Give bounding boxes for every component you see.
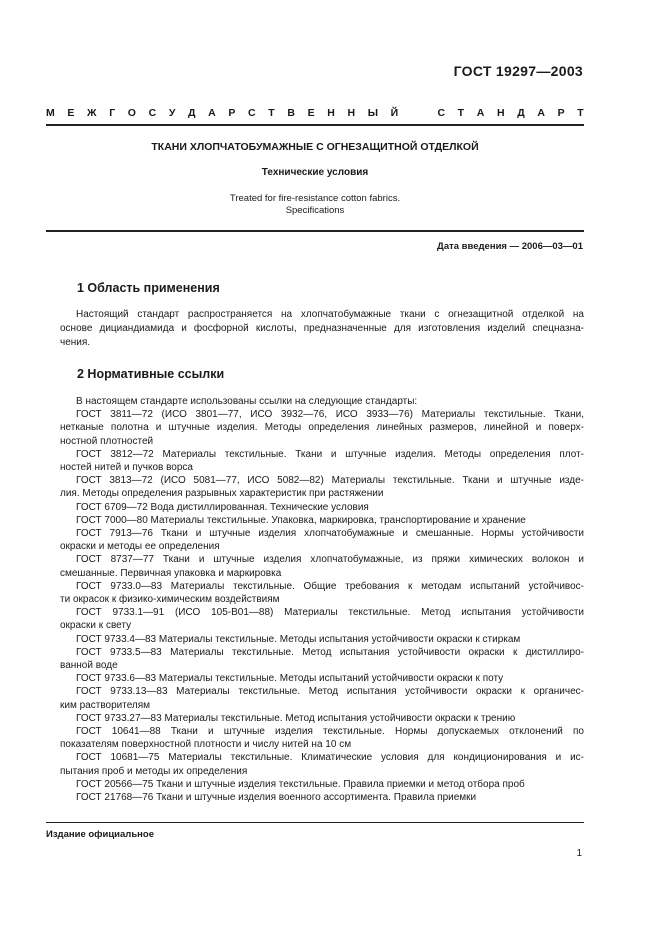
reference-line: нетканые полотна и штучные изделия. Методы определения линейных размеров, линейной и поверх- (60, 422, 584, 434)
reference-line: ГОСТ 21768—76 Ткани и штучные изделия военного ассортимента. Правила приемки (76, 792, 477, 804)
reference-line: ГОСТ 10681—75 Материалы текстильные. Климатические условия для кондиционирования и ис- (76, 752, 584, 764)
banner-letter: Н (496, 107, 505, 119)
banner-letter: С (248, 107, 256, 119)
reference-item (60, 553, 584, 579)
reference-item (60, 474, 584, 500)
reference-line: ностей нитей и пучков ворса (60, 462, 193, 474)
banner-letter: С (148, 107, 157, 119)
reference-line: окраски к свету (60, 620, 132, 632)
banner-letter: Е (307, 107, 315, 119)
reference-line: ГОСТ 7913—76 Ткани и штучные изделия хлопчатобумажные и смешанные. Нормы устойчивости (76, 528, 584, 540)
reference-item (60, 633, 584, 646)
banner-letter: Т (457, 107, 465, 119)
reference-item (60, 527, 584, 553)
reference-item (60, 712, 584, 725)
reference-item (60, 580, 584, 606)
reference-line: ГОСТ 9733.13—83 Материалы текстильные. Метод испытания устойчивости окраски к органичес- (76, 686, 584, 698)
banner-letter: Г (109, 107, 116, 119)
section-1-heading: 1 Область применения (77, 281, 220, 295)
paragraph-line: чения. (60, 337, 91, 348)
banner-letter: В (287, 107, 295, 119)
reference-line: ГОСТ 10641—88 Ткани и штучные изделия текстильные. Нормы допускаемых отклонений по (76, 726, 584, 738)
reference-line: В настоящем стандарте использованы ссылки на следующие стандарты: (76, 396, 418, 407)
reference-line: лия. Методы определения разрывных характеристик при растяжении (60, 488, 384, 500)
page-number: 1 (576, 848, 582, 859)
banner-letter: Д (517, 107, 525, 119)
reference-line: пытания проб и методы их определения (60, 765, 248, 777)
reference-item (60, 606, 584, 632)
banner-letter: Р (228, 107, 236, 119)
reference-line: ти окрасок к физико-химическим воздействиям (60, 594, 280, 606)
official-edition-label: Издание официальное (46, 829, 154, 840)
reference-item (60, 672, 584, 685)
banner-letter: О (127, 107, 136, 119)
banner-letter: Ж (87, 107, 97, 119)
reference-item (60, 395, 584, 408)
reference-item (60, 646, 584, 672)
reference-line: смешанные. Первичная упаковка и маркировка (60, 567, 282, 579)
reference-line: ностной плотностей (60, 435, 154, 447)
banner-letter: М (46, 107, 55, 119)
paragraph-line: основе дициандиамида и фосфорной кислоты, предназначенные для изготовления изделий спецназна- (60, 323, 584, 334)
reference-line: ГОСТ 9733.5—83 Материалы текстильные. Метод испытания устойчивости окраски к дистиллиро- (76, 646, 584, 658)
reference-item (60, 751, 584, 777)
reference-item (60, 791, 584, 804)
reference-item (60, 685, 584, 711)
banner-letter: У (168, 107, 176, 119)
top-rule (46, 124, 584, 126)
reference-line: ванной воде (60, 660, 118, 672)
gost-number: ГОСТ 19297—2003 (453, 63, 583, 79)
reference-item (60, 448, 584, 474)
document-subtitle: Технические условия (261, 167, 369, 178)
banner-letter: Т (268, 107, 275, 119)
banner-letter: А (208, 107, 216, 119)
english-title-line-1: Treated for fire-resistance cotton fabrics. (229, 193, 401, 204)
normative-references-list (60, 395, 584, 804)
english-title-line-2: Specifications (285, 205, 345, 216)
paragraph-line: Настоящий стандарт распространяется на хлопчатобумажные ткани с огнезащитной отделкой на (76, 309, 584, 320)
reference-item (60, 778, 584, 791)
introduction-date: Дата введения — 2006—03—01 (437, 241, 583, 252)
banner-letter: Й (390, 107, 399, 119)
section-2-heading: 2 Нормативные ссылки (77, 367, 225, 381)
english-title (46, 193, 584, 217)
reference-line: ГОСТ 3811—72 (ИСО 3801—77, ИСО 3932—76, ИСО 3933—76) Материалы текстильные. Ткани, (76, 409, 584, 421)
reference-line: ким растворителям (60, 699, 151, 711)
banner-letter: С (437, 107, 446, 119)
reference-item (60, 725, 584, 751)
document-title: ТКАНИ ХЛОПЧАТОБУМАЖНЫЕ С ОГНЕЗАЩИТНОЙ ОТДЕЛКОЙ (151, 141, 479, 153)
section-1-paragraph (60, 308, 584, 350)
reference-line: ГОСТ 9733.27—83 Материалы текстильные. Метод испытания устойчивости окраски к трению (76, 712, 516, 724)
reference-line: ГОСТ 9733.4—83 Материалы текстильные. Методы испытания устойчивости окраски к стиркам (76, 633, 521, 645)
reference-line: ГОСТ 3812—72 Материалы текстильные. Ткани и штучные изделия. Методы определения плот- (76, 448, 584, 460)
banner-letter: Д (188, 107, 196, 119)
reference-line: ГОСТ 9733.6—83 Материалы текстильные. Методы испытаний устойчивости окраски к поту (76, 673, 504, 685)
footer-rule (46, 822, 584, 823)
reference-line: ГОСТ 9733.1—91 (ИСО 105-В01—88) Материалы текстильные. Метод испытания устойчивости (76, 607, 584, 619)
reference-line: ГОСТ 3813—72 (ИСО 5081—77, ИСО 5082—82) Материалы текстильные. Ткани и штучные изде- (76, 475, 584, 487)
reference-item (60, 408, 584, 448)
reference-line: показателям поверхностной плотности и числу нитей на 10 см (60, 739, 352, 751)
banner-letter: Н (327, 107, 335, 119)
banner-letter: А (537, 107, 545, 119)
reference-line: ГОСТ 20566—75 Ткани и штучные изделия текстильные. Правила приемки и метод отбора проб (76, 778, 525, 790)
reference-line: окраски и методы ее определения (60, 541, 220, 553)
reference-line: ГОСТ 8737—77 Ткани и штучные изделия хлопчатобумажные, из пряжи химических волокон и (76, 554, 584, 566)
interstate-standard-banner (46, 107, 584, 119)
banner-letter: А (476, 107, 485, 119)
reference-item (60, 514, 584, 527)
banner-letter: Ы (367, 107, 378, 119)
banner-letter: Е (67, 107, 75, 119)
reference-line: ГОСТ 7000—80 Материалы текстильные. Упаковка, маркировка, транспортирование и хранение (76, 514, 526, 526)
banner-letter: Р (557, 107, 565, 119)
reference-item (60, 501, 584, 514)
reference-line: ГОСТ 6709—72 Вода дистиллированная. Технические условия (76, 501, 369, 513)
banner-letter (411, 107, 425, 119)
reference-line: ГОСТ 9733.0—83 Материалы текстильные. Общие требования к методам испытаний устойчивос- (76, 580, 584, 592)
banner-letter: Т (577, 107, 584, 119)
header-bottom-rule (46, 230, 584, 232)
banner-letter: Н (347, 107, 356, 119)
